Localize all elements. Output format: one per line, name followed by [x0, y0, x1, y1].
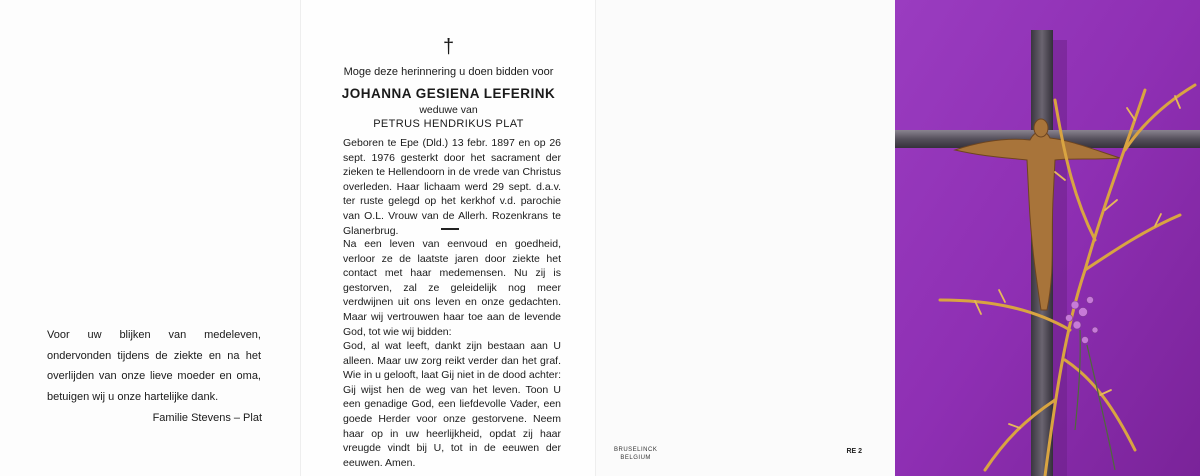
- signature: Familie Stevens – Plat: [152, 412, 262, 424]
- deceased-name: JOHANNA GESIENA LEFERINK: [341, 86, 556, 101]
- husband-name: PETRUS HENDRIKUS PLAT: [373, 118, 524, 130]
- printer-country: BELGIUM: [620, 455, 651, 461]
- crucifix-photo-icon: [895, 0, 1200, 476]
- memorial-text-panel: [300, 0, 595, 476]
- cross-icon: †: [442, 36, 455, 58]
- back-left-panel: [0, 0, 300, 476]
- photo-panel: [895, 0, 1200, 476]
- thanks-text: Voor uw blijken van medeleven, ondervonden tijdens de ziekte en na het overlijden van onze lieve moeder en oma, betuigen wij u onze hartelijke dank.: [47, 329, 261, 403]
- printer-name: BRUSELINCK: [614, 447, 658, 453]
- printer-mark: [614, 446, 657, 462]
- intro-line: Moge deze herinnering u doen bidden voor: [343, 66, 554, 78]
- meditation-paragraph-1: Na een leven van eenvoud en goedheid, verloor ze de laatste jaren door ziekte het contact met haar medemensen. Nu zij is gestorven, zal ze geleidelijk nog meer verdwijnen uit ons leven en onze gedachten. Maar wij vertrouwen haar toe aan de levende God, tot wie wij bidden:: [343, 238, 561, 338]
- card-code: RE 2: [846, 448, 862, 455]
- widow-of-label: weduwe van: [419, 104, 478, 116]
- biography: Geboren te Epe (Dld.) 13 febr. 1897 en op 26 sept. 1976 gesterkt door het sacrament der zieken te Hellendoorn in de vrede van Christus overleden. Haar lichaam werd 29 sept. d.a.v. ter ruste gelegd op het kerkhof v.d. parochie van O.L. Vrouw van de Allerh. Rozenkrans te Glanerbrug.: [343, 137, 561, 237]
- meditation-paragraph-2: God, al wat leeft, dankt zijn bestaan aan U alleen. Maar uw zorg reikt verder dan het graf. Wie in u gelooft, laat Gij niet in de dood achter: Gij wijst hen de weg van het leven. Toon U een genadige God, een liefdevolle Vader, een goede Herder voor onze gestorvene. Neem haar op in uw heerlijkheid, opdat zij haar vreugde vindt bij U, tot in de eeuwen der eeuwen. Amen.: [343, 340, 561, 469]
- divider: [441, 228, 459, 230]
- back-blank-panel: [595, 0, 895, 476]
